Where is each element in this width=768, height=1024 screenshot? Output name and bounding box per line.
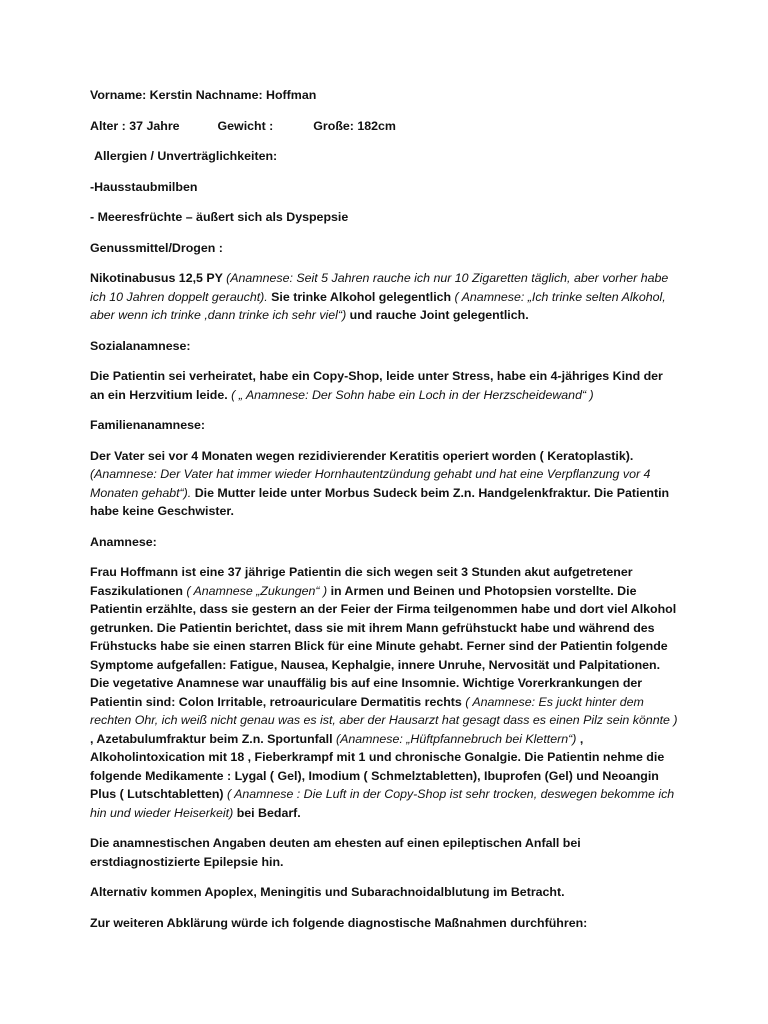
family-quote: (Anamnese: Der Vater hat immer wieder Hornhautentzündung gehabt und hat eine Verpflanzung vor 4 Monaten gehabt“). xyxy=(90,467,651,500)
anamnesis-heading: Anamnese: xyxy=(90,534,157,549)
anamnesis-text: , Azetabulumfraktur beim Z.n. Sportunfall xyxy=(90,731,336,746)
social-text: Die Patientin sei verheiratet, habe ein Copy-Shop, leide unter Stress, habe ein 4-jähriges Kind der an ein Herzvitium leide. xyxy=(90,369,663,402)
family-paragraph xyxy=(90,447,680,521)
anamnesis-quote: (Anamnese: „Hüftpfannebruch bei Klettern“) xyxy=(336,731,577,746)
drugs-paragraph xyxy=(90,269,680,325)
name-line: Vorname: Kerstin Nachname: Hoffman xyxy=(90,88,317,102)
anamnesis-quote: ( Anamnese: Es juckt hinter dem rechten Ohr, ich weiß nicht genau was es ist, aber der Hausarzt hat gesagt dass es einen Pilz sein könnte ) xyxy=(90,694,678,727)
social-heading: Sozialanamnese: xyxy=(90,338,191,353)
document-page xyxy=(90,86,680,944)
anamnesis-quote: ( Anamnese „Zukungen“ ) xyxy=(186,583,328,598)
height-field: Große: 182cm xyxy=(313,118,396,133)
allergy-item: -Hausstaubmilben xyxy=(90,179,198,194)
social-quote: ( „ Anamnese: Der Sohn habe ein Loch in der Herzscheidewand“ ) xyxy=(231,387,594,402)
anamnesis-quote: ( Anamnese : Die Luft in der Copy-Shop ist sehr trocken, deswegen bekomme ich hin und wieder Heiserkeit) xyxy=(90,787,675,820)
family-text: Der Vater sei vor 4 Monaten wegen rezidivierender Keratitis operiert worden ( Keratoplastik). xyxy=(90,448,634,463)
differential-paragraph: Alternativ kommen Apoplex, Meningitis und Subarachnoidalblutung im Betracht. xyxy=(90,885,565,899)
drugs-text: Nikotinabusus 12,5 PY xyxy=(90,271,227,285)
family-text: Die Mutter leide unter Morbus Sudeck beim Z.n. Handgelenkfraktur. Die Patientin habe keine Geschwister. xyxy=(90,485,670,518)
anamnesis-text: Frau Hoffmann ist eine 37 jährige Patientin die sich wegen seit 3 Stunden akut aufgetretener Faszikulationen xyxy=(90,565,633,598)
anamnesis-text: , Alkoholintoxication mit 18 , Fieberkrampf mit 1 und chronische Gonalgie. Die Patientin nehme die folgende Medikamente : Lygal ( Gel), Imodium ( Schmelztabletten), Ibuprofen (Gel) und Neoangin Plus ( Lutschtabletten) xyxy=(90,731,665,801)
conclusion-paragraph: Die anamnestischen Angaben deuten am ehesten auf einen epileptischen Anfall bei erstdiagnostizierte Epilepsie hin. xyxy=(90,836,581,869)
allergy-item: - Meeresfrüchte – äußert sich als Dyspepsie xyxy=(90,210,349,224)
anamnesis-text: bei Bedarf. xyxy=(233,805,301,820)
drugs-text: Sie trinke Alkohol gelegentlich xyxy=(267,289,455,304)
diagnostics-paragraph: Zur weiteren Abklärung würde ich folgende diagnostische Maßnahmen durchführen: xyxy=(90,915,588,930)
drugs-text: und rauche Joint gelegentlich. xyxy=(346,308,529,322)
anamnesis-text: in Armen und Beinen und Photopsien vorstellte. Die Patientin erzählte, dass sie gestern an der Feier der Firma teilgenommen habe und dort viel Alkohol getrunken. Die Patientin berichtet, dass sie mit ihrem Mann gefrühstuckt habe und während des Frühstucks habe sie einen starren Blick für eine Minute gehabt. Ferner sind der Patientin folgende Symptome aufgefallen: Fatigue, Nausea, Kephalgie, innere Unruhe, Nervosität und Palpitationen. Die vegetative Anamnese war unauffälig bis auf eine Insomnie. Wichtige Vorerkrankungen der Patientin sind: Colon Irritable, retroauriculare Dermatitis rechts xyxy=(90,583,677,709)
drugs-quote: ( Anamnese: „Ich trinke selten Alkohol, aber wenn ich trinke ,dann trinke ich sehr viel“) xyxy=(90,289,666,322)
anamnesis-paragraph xyxy=(90,563,680,822)
weight-field: Gewicht : xyxy=(217,118,274,133)
age-field: Alter : 37 Jahre xyxy=(90,118,180,133)
family-heading: Familienanamnese: xyxy=(90,418,206,432)
drugs-quote: (Anamnese: Seit 5 Jahren rauche ich nur 10 Zigaretten täglich, aber vorher habe ich 10 Jahren doppelt geraucht). xyxy=(90,271,669,304)
drugs-heading: Genussmittel/Drogen : xyxy=(90,240,223,255)
vitals-line xyxy=(90,117,680,136)
social-paragraph xyxy=(90,367,680,404)
allergies-heading: Allergien / Unverträglichkeiten: xyxy=(94,149,278,163)
